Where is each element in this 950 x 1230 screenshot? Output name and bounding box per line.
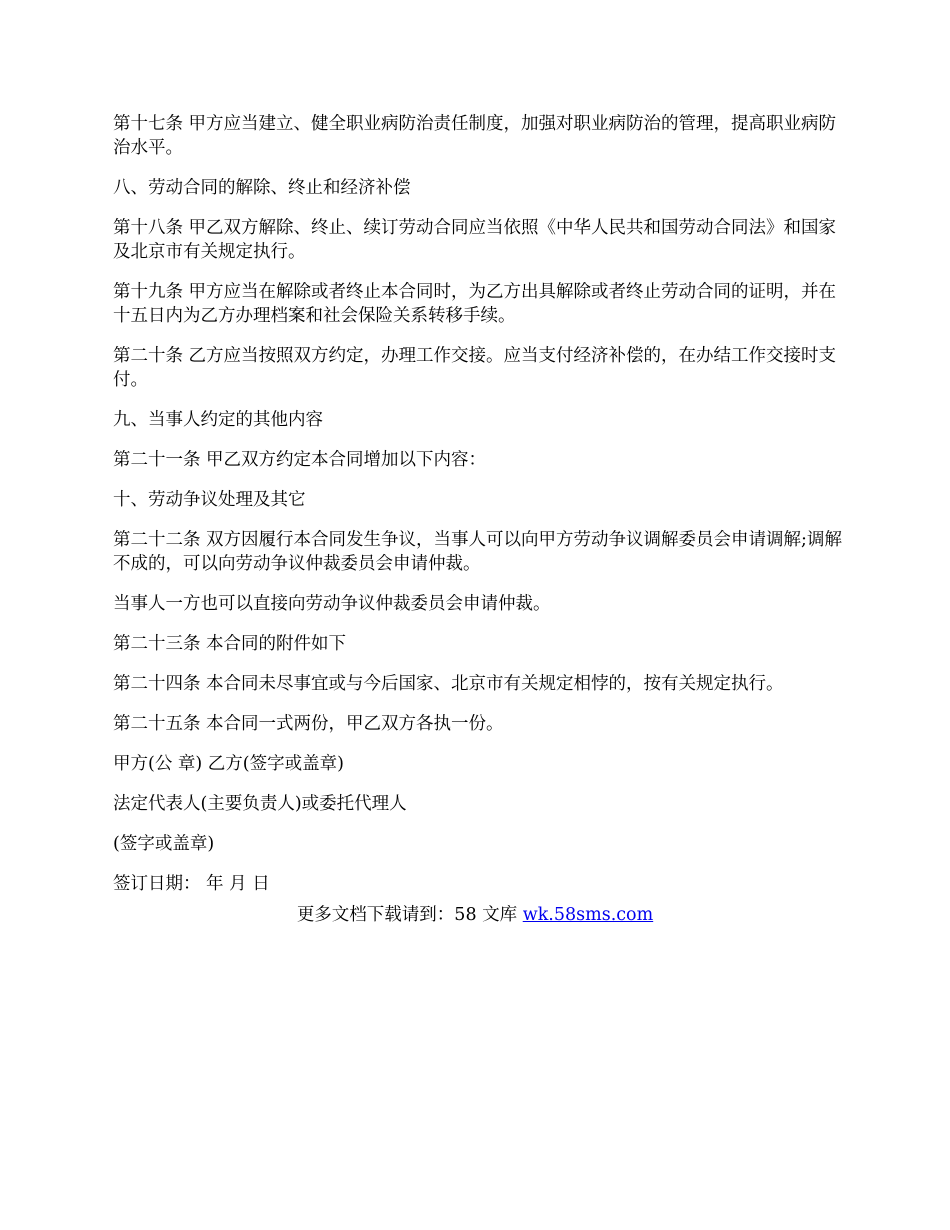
section-8-heading: 八、劳动合同的解除、终止和经济补偿 [113,178,411,198]
document-body [113,112,843,912]
arbitration-note-paragraph: 当事人一方也可以直接向劳动争议仲裁委员会申请仲裁。 [113,594,551,614]
download-footer [0,903,950,927]
article-21-paragraph: 第二十一条 甲乙双方约定本合同增加以下内容： [113,450,487,470]
article-17-paragraph: 第十七条 甲方应当建立、健全职业病防治责任制度，加强对职业病防治的管理，提高职业病防治水平。 [113,114,837,158]
footer-prefix-text: 更多文档下载请到：58 文库 [296,905,523,925]
article-18-paragraph: 第十八条 甲乙双方解除、终止、续订劳动合同应当依照《中华人民共和国劳动合同法》和国家及北京市有关规定执行。 [113,218,837,262]
article-19-paragraph: 第十九条 甲方应当在解除或者终止本合同时，为乙方出具解除或者终止劳动合同的证明，并在十五日内为乙方办理档案和社会保险关系转移手续。 [113,282,837,326]
signing-date-line: 签订日期： 年 月 日 [113,874,270,894]
footer-link[interactable]: wk.58sms.com [522,905,654,925]
article-24-paragraph: 第二十四条 本合同未尽事宜或与今后国家、北京市有关规定相悖的，按有关规定执行。 [113,674,784,694]
article-23-paragraph: 第二十三条 本合同的附件如下 [113,634,347,654]
section-9-heading: 九、当事人约定的其他内容 [113,410,323,430]
representative-line: 法定代表人(主要负责人)或委托代理人 [113,794,407,814]
article-22-paragraph: 第二十二条 双方因履行本合同发生争议，当事人可以向甲方劳动争议调解委员会申请调解;调解不成的，可以向劳动争议仲裁委员会申请仲裁。 [113,530,842,574]
section-10-heading: 十、劳动争议处理及其它 [113,490,306,510]
sign-or-seal-line: (签字或盖章) [113,834,215,854]
article-20-paragraph: 第二十条 乙方应当按照双方约定，办理工作交接。应当支付经济补偿的，在办结工作交接时支付。 [113,346,837,390]
party-signature-line: 甲方(公 章) 乙方(签字或盖章) [113,754,344,774]
article-25-paragraph: 第二十五条 本合同一式两份，甲乙双方各执一份。 [113,714,504,734]
